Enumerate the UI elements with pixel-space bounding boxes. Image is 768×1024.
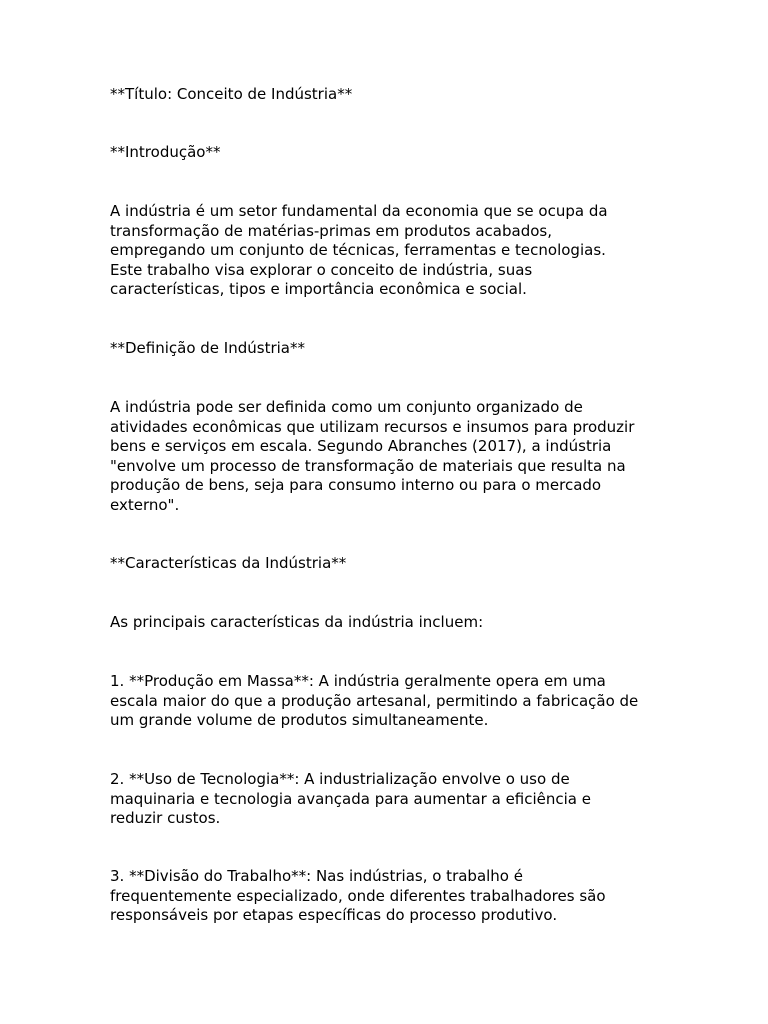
definition-paragraph: A indústria pode ser definida como um conjunto organizado de atividades econômicas que utilizam recursos e insumos para produzir bens e serviços em escala. Segundo Abranches (2017), a indústria "envolve um processo de transformação de materiais que resulta na produção de bens, seja para consumo interno ou para o mercado externo". (110, 398, 635, 514)
list-item: 3. **Divisão do Trabalho**: Nas indústrias, o trabalho é frequentemente especializado, onde diferentes trabalhadores são responsáveis por etapas específicas do processo produtivo. (110, 867, 606, 925)
list-item: 1. **Produção em Massa**: A indústria geralmente opera em uma escala maior do que a produção artesanal, permitindo a fabricação de um grande volume de produtos simultaneamente. (110, 672, 639, 730)
intro-paragraph: A indústria é um setor fundamental da economia que se ocupa da transformação de matérias-primas em produtos acabados, empregando um conjunto de técnicas, ferramentas e tecnologias. Este trabalho visa explorar o conceito de indústria, suas características, tipos e importância econômica e social. (110, 202, 608, 299)
definition-heading: **Definição de Indústria** (110, 339, 305, 357)
list-item: 2. **Uso de Tecnologia**: A industrialização envolve o uso de maquinaria e tecnologia avançada para aumentar a eficiência e reduzir custos. (110, 770, 591, 828)
characteristics-heading: **Características da Indústria** (110, 554, 347, 572)
characteristics-intro: As principais características da indústria incluem: (110, 613, 484, 631)
document-title: **Título: Conceito de Indústria** (110, 85, 353, 103)
intro-heading: **Introdução** (110, 143, 221, 161)
